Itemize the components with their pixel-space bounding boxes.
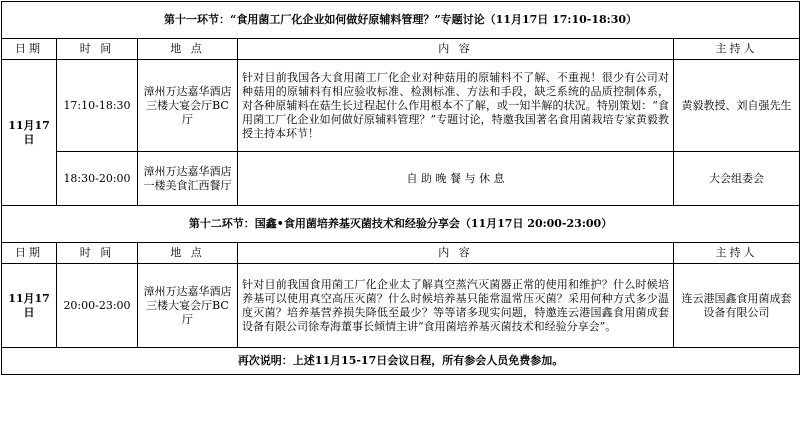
content-cell: 针对目前我国各大食用菌工厂化企业对种菇用的原辅料不了解、不重视！很少有公司对种菇用的原辅料有相应验收标准、检测标准、方法和手段，缺乏系统的品质控制体系，对各种原辅料在菇生长过程起什么作用根本不了解，或一知半解的状况。特别策划：“食用菌工厂化企业如何做好原辅料管理？”专题讨论，特邀我国著名食用菌栽培专家黄毅教授主持本环节！	[238, 60, 674, 152]
content-cell: 自 助 晚 餐 与 休 息	[238, 152, 674, 206]
section-12-title-row	[2, 206, 800, 243]
header-time: 时 间	[57, 39, 138, 60]
header-date: 日期	[2, 39, 57, 60]
table-row	[2, 152, 800, 206]
header-time: 时 间	[57, 243, 138, 264]
place-cell: 漳州万达嘉华酒店三楼大宴会厅BC厅	[138, 264, 238, 348]
footer-note: 再次说明：上述11月15-17日会议日程，所有参会人员免费参加。	[2, 348, 800, 375]
place-cell: 漳州万达嘉华酒店三楼大宴会厅BC厅	[138, 60, 238, 152]
host-cell: 大会组委会	[674, 152, 800, 206]
header-host: 主持人	[674, 243, 800, 264]
place-cell: 漳州万达嘉华酒店一楼美食汇西餐厅	[138, 152, 238, 206]
section-11-title: 第十一环节：“食用菌工厂化企业如何做好原辅料管理？”专题讨论（11月17日 17:10-18:30）	[2, 2, 800, 39]
schedule-table	[1, 1, 800, 375]
header-place: 地 点	[138, 243, 238, 264]
time-cell: 18:30-20:00	[57, 152, 138, 206]
time-cell: 20:00-23:00	[57, 264, 138, 348]
header-content: 内 容	[238, 39, 674, 60]
date-cell: 11月17日	[2, 60, 57, 206]
header-content: 内 容	[238, 243, 674, 264]
header-date: 日期	[2, 243, 57, 264]
section-12-title: 第十二环节：国鑫•食用菌培养基灭菌技术和经验分享会（11月17日 20:00-23:00）	[2, 206, 800, 243]
footer-row	[2, 348, 800, 375]
table-row	[2, 264, 800, 348]
header-row-12	[2, 243, 800, 264]
date-cell: 11月17日	[2, 264, 57, 348]
host-cell: 黄毅教授、刘自强先生	[674, 60, 800, 152]
header-host: 主持人	[674, 39, 800, 60]
header-row-11	[2, 39, 800, 60]
section-11-title-row	[2, 2, 800, 39]
content-cell: 针对目前我国食用菌工厂化企业太了解真空蒸汽灭菌器正常的使用和维护？什么时候培养基可以使用真空高压灭菌？什么时候培养基只能常温常压灭菌？采用何种方式多少温度灭菌？培养基营养损失降低至最少？等等诸多现实问题，特邀连云港国鑫食用菌成套设备有限公司徐寿海董事长倾情主讲“食用菌培养基灭菌技术和经验分享会”。	[238, 264, 674, 348]
header-place: 地 点	[138, 39, 238, 60]
time-cell: 17:10-18:30	[57, 60, 138, 152]
table-row	[2, 60, 800, 152]
host-cell: 连云港国鑫食用菌成套设备有限公司	[674, 264, 800, 348]
